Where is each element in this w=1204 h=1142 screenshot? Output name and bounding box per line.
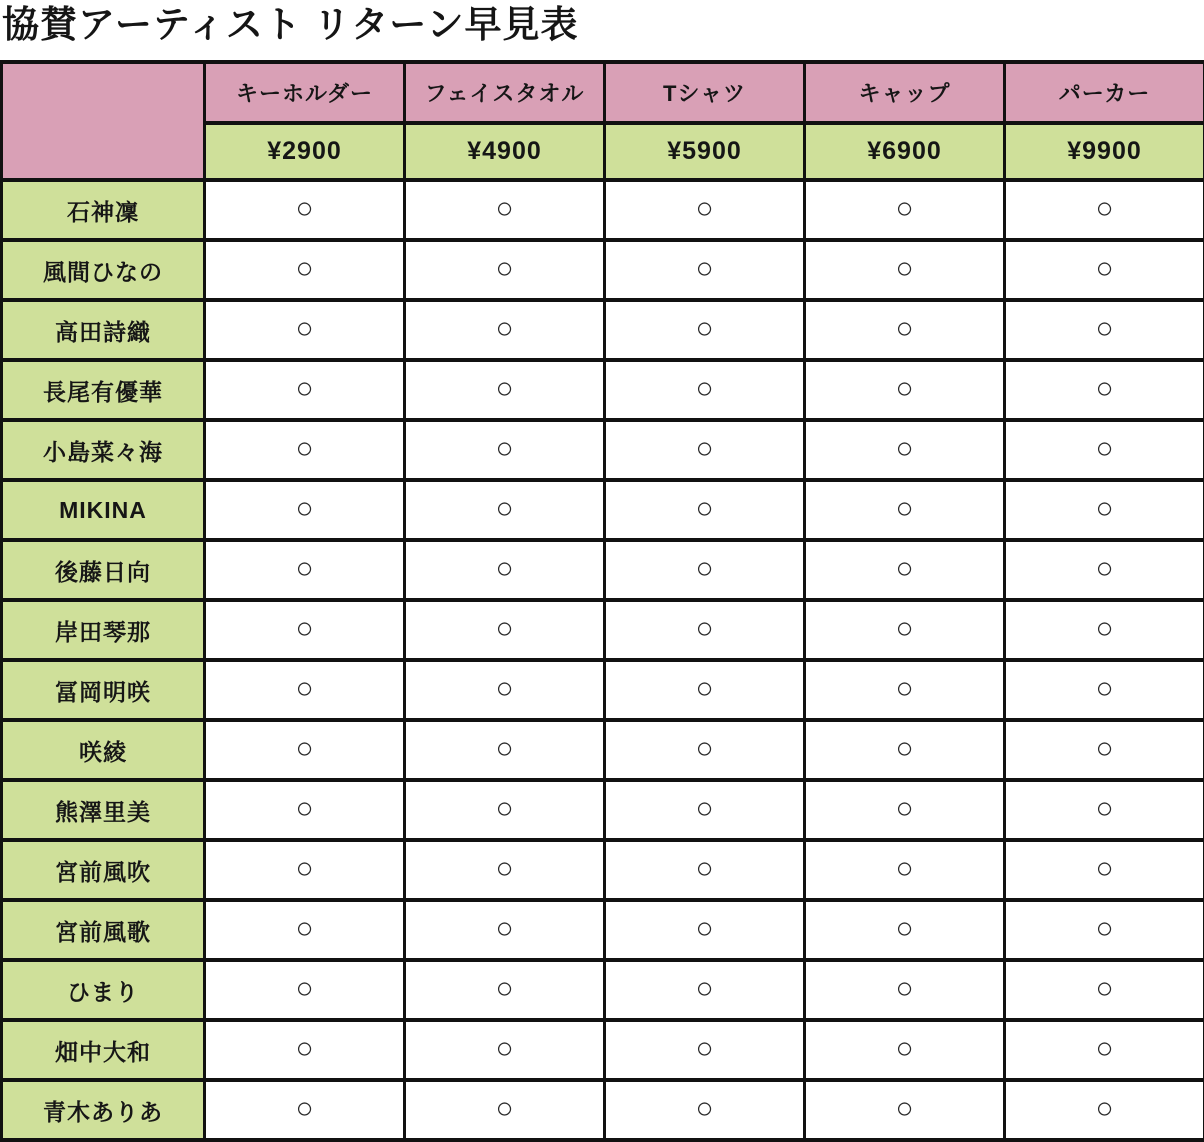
availability-cell: [605, 240, 805, 300]
availability-cell: [1005, 600, 1204, 660]
circle-mark-icon: ○: [1095, 792, 1114, 825]
availability-cell: [805, 300, 1005, 360]
circle-mark-icon: ○: [695, 1032, 714, 1065]
circle-mark-icon: ○: [895, 312, 914, 345]
artist-row: [2, 480, 1204, 540]
circle-mark-icon: ○: [1095, 1032, 1114, 1065]
price-header-keyholder: ¥2900: [205, 123, 405, 180]
availability-cell: [805, 660, 1005, 720]
artist-name: 畑中大和: [2, 1020, 205, 1080]
availability-cell: [605, 840, 805, 900]
circle-mark-icon: ○: [295, 192, 314, 225]
availability-cell: [605, 900, 805, 960]
product-header-facetowel: フェイスタオル: [405, 62, 605, 123]
artist-name: 宮前風歌: [2, 900, 205, 960]
circle-mark-icon: ○: [695, 732, 714, 765]
availability-cell: [405, 180, 605, 240]
artist-name: ひまり: [2, 960, 205, 1020]
product-header-row: [2, 62, 1204, 123]
circle-mark-icon: ○: [895, 192, 914, 225]
artist-row: [2, 180, 1204, 240]
artist-row: [2, 780, 1204, 840]
availability-cell: [805, 840, 1005, 900]
circle-mark-icon: ○: [295, 852, 314, 885]
circle-mark-icon: ○: [295, 432, 314, 465]
artist-name: 長尾有優華: [2, 360, 205, 420]
availability-cell: [405, 960, 605, 1020]
circle-mark-icon: ○: [495, 492, 514, 525]
circle-mark-icon: ○: [295, 972, 314, 1005]
availability-cell: [605, 780, 805, 840]
price-header-cap: ¥6900: [805, 123, 1005, 180]
availability-cell: [805, 180, 1005, 240]
circle-mark-icon: ○: [495, 852, 514, 885]
circle-mark-icon: ○: [295, 252, 314, 285]
circle-mark-icon: ○: [495, 672, 514, 705]
circle-mark-icon: ○: [1095, 612, 1114, 645]
artist-name: 岸田琴那: [2, 600, 205, 660]
artist-name: 熊澤里美: [2, 780, 205, 840]
availability-cell: [405, 300, 605, 360]
circle-mark-icon: ○: [695, 372, 714, 405]
circle-mark-icon: ○: [895, 732, 914, 765]
circle-mark-icon: ○: [695, 252, 714, 285]
artist-row: [2, 840, 1204, 900]
circle-mark-icon: ○: [695, 492, 714, 525]
availability-cell: [205, 960, 405, 1020]
artist-name: 宮前風吹: [2, 840, 205, 900]
circle-mark-icon: ○: [1095, 732, 1114, 765]
artist-name: 冨岡明咲: [2, 660, 205, 720]
circle-mark-icon: ○: [895, 372, 914, 405]
availability-cell: [205, 780, 405, 840]
circle-mark-icon: ○: [1095, 912, 1114, 945]
availability-cell: [205, 240, 405, 300]
availability-cell: [1005, 1080, 1204, 1140]
circle-mark-icon: ○: [295, 912, 314, 945]
availability-cell: [1005, 480, 1204, 540]
circle-mark-icon: ○: [295, 1032, 314, 1065]
circle-mark-icon: ○: [895, 552, 914, 585]
artist-name: 風間ひなの: [2, 240, 205, 300]
circle-mark-icon: ○: [695, 192, 714, 225]
circle-mark-icon: ○: [495, 792, 514, 825]
availability-cell: [405, 720, 605, 780]
availability-cell: [1005, 420, 1204, 480]
artist-name: 後藤日向: [2, 540, 205, 600]
availability-cell: [405, 1020, 605, 1080]
availability-cell: [1005, 720, 1204, 780]
availability-cell: [205, 900, 405, 960]
circle-mark-icon: ○: [495, 432, 514, 465]
artist-row: [2, 660, 1204, 720]
availability-cell: [805, 420, 1005, 480]
artist-row: [2, 1020, 1204, 1080]
availability-cell: [605, 600, 805, 660]
circle-mark-icon: ○: [1095, 852, 1114, 885]
availability-cell: [405, 540, 605, 600]
circle-mark-icon: ○: [1095, 312, 1114, 345]
availability-cell: [1005, 540, 1204, 600]
circle-mark-icon: ○: [895, 432, 914, 465]
circle-mark-icon: ○: [495, 1092, 514, 1125]
circle-mark-icon: ○: [495, 552, 514, 585]
artist-name: 青木ありあ: [2, 1080, 205, 1140]
availability-cell: [605, 540, 805, 600]
circle-mark-icon: ○: [1095, 1092, 1114, 1125]
price-header-facetowel: ¥4900: [405, 123, 605, 180]
availability-cell: [405, 780, 605, 840]
availability-cell: [205, 600, 405, 660]
availability-cell: [1005, 300, 1204, 360]
availability-cell: [805, 900, 1005, 960]
circle-mark-icon: ○: [1095, 492, 1114, 525]
artist-name: 小島菜々海: [2, 420, 205, 480]
circle-mark-icon: ○: [695, 792, 714, 825]
availability-cell: [1005, 180, 1204, 240]
availability-cell: [405, 840, 605, 900]
artist-row: [2, 540, 1204, 600]
availability-cell: [205, 660, 405, 720]
availability-cell: [405, 600, 605, 660]
circle-mark-icon: ○: [495, 1032, 514, 1065]
availability-cell: [605, 960, 805, 1020]
artist-name: 咲綾: [2, 720, 205, 780]
circle-mark-icon: ○: [495, 252, 514, 285]
artist-row: [2, 1080, 1204, 1140]
availability-cell: [1005, 900, 1204, 960]
circle-mark-icon: ○: [1095, 672, 1114, 705]
artist-row: [2, 720, 1204, 780]
circle-mark-icon: ○: [295, 552, 314, 585]
availability-cell: [1005, 840, 1204, 900]
circle-mark-icon: ○: [295, 792, 314, 825]
availability-cell: [605, 660, 805, 720]
availability-cell: [805, 480, 1005, 540]
artist-row: [2, 420, 1204, 480]
availability-cell: [805, 600, 1005, 660]
circle-mark-icon: ○: [295, 492, 314, 525]
availability-cell: [805, 360, 1005, 420]
circle-mark-icon: ○: [695, 1092, 714, 1125]
circle-mark-icon: ○: [495, 192, 514, 225]
circle-mark-icon: ○: [695, 312, 714, 345]
circle-mark-icon: ○: [1095, 972, 1114, 1005]
availability-cell: [405, 420, 605, 480]
availability-cell: [805, 780, 1005, 840]
artist-row: [2, 240, 1204, 300]
circle-mark-icon: ○: [1095, 432, 1114, 465]
availability-cell: [205, 540, 405, 600]
availability-cell: [805, 240, 1005, 300]
product-header-cap: キャップ: [805, 62, 1005, 123]
availability-cell: [405, 900, 605, 960]
availability-cell: [605, 720, 805, 780]
circle-mark-icon: ○: [695, 912, 714, 945]
availability-cell: [405, 240, 605, 300]
availability-cell: [205, 360, 405, 420]
circle-mark-icon: ○: [495, 372, 514, 405]
availability-cell: [1005, 240, 1204, 300]
circle-mark-icon: ○: [695, 612, 714, 645]
availability-cell: [605, 360, 805, 420]
circle-mark-icon: ○: [895, 852, 914, 885]
circle-mark-icon: ○: [895, 672, 914, 705]
availability-cell: [205, 1080, 405, 1140]
availability-cell: [1005, 960, 1204, 1020]
circle-mark-icon: ○: [895, 972, 914, 1005]
availability-cell: [205, 300, 405, 360]
artist-name: MIKINA: [2, 480, 205, 540]
returns-table: [0, 60, 1204, 1142]
availability-cell: [405, 360, 605, 420]
circle-mark-icon: ○: [895, 1032, 914, 1065]
product-header-hoodie: パーカー: [1005, 62, 1204, 123]
circle-mark-icon: ○: [895, 612, 914, 645]
availability-cell: [205, 1020, 405, 1080]
circle-mark-icon: ○: [295, 372, 314, 405]
availability-cell: [605, 420, 805, 480]
price-header-hoodie: ¥9900: [1005, 123, 1204, 180]
circle-mark-icon: ○: [295, 672, 314, 705]
availability-cell: [805, 720, 1005, 780]
product-header-tshirt: Tシャツ: [605, 62, 805, 123]
circle-mark-icon: ○: [295, 612, 314, 645]
availability-cell: [405, 1080, 605, 1140]
availability-cell: [805, 1020, 1005, 1080]
availability-cell: [605, 1080, 805, 1140]
circle-mark-icon: ○: [695, 432, 714, 465]
circle-mark-icon: ○: [495, 972, 514, 1005]
circle-mark-icon: ○: [1095, 192, 1114, 225]
availability-cell: [805, 540, 1005, 600]
availability-cell: [805, 1080, 1005, 1140]
circle-mark-icon: ○: [695, 852, 714, 885]
circle-mark-icon: ○: [895, 492, 914, 525]
availability-cell: [205, 480, 405, 540]
page-title: 協賛アーティスト リターン早見表: [2, 4, 579, 45]
circle-mark-icon: ○: [495, 732, 514, 765]
artist-name: 石神凜: [2, 180, 205, 240]
artist-rows: [2, 180, 1204, 1140]
circle-mark-icon: ○: [695, 552, 714, 585]
artist-row: [2, 360, 1204, 420]
circle-mark-icon: ○: [495, 912, 514, 945]
availability-cell: [205, 180, 405, 240]
corner-cell: [2, 62, 205, 180]
circle-mark-icon: ○: [895, 792, 914, 825]
availability-cell: [1005, 360, 1204, 420]
circle-mark-icon: ○: [895, 912, 914, 945]
circle-mark-icon: ○: [495, 312, 514, 345]
circle-mark-icon: ○: [1095, 372, 1114, 405]
availability-cell: [605, 300, 805, 360]
artist-row: [2, 600, 1204, 660]
circle-mark-icon: ○: [295, 312, 314, 345]
artist-row: [2, 300, 1204, 360]
circle-mark-icon: ○: [1095, 552, 1114, 585]
circle-mark-icon: ○: [295, 1092, 314, 1125]
availability-cell: [205, 840, 405, 900]
availability-cell: [605, 480, 805, 540]
availability-cell: [1005, 1020, 1204, 1080]
circle-mark-icon: ○: [295, 732, 314, 765]
availability-cell: [205, 420, 405, 480]
availability-cell: [205, 720, 405, 780]
product-header-keyholder: キーホルダー: [205, 62, 405, 123]
availability-cell: [405, 480, 605, 540]
circle-mark-icon: ○: [495, 612, 514, 645]
circle-mark-icon: ○: [1095, 252, 1114, 285]
availability-cell: [405, 660, 605, 720]
circle-mark-icon: ○: [695, 672, 714, 705]
availability-cell: [605, 180, 805, 240]
circle-mark-icon: ○: [695, 972, 714, 1005]
circle-mark-icon: ○: [895, 1092, 914, 1125]
availability-cell: [605, 1020, 805, 1080]
circle-mark-icon: ○: [895, 252, 914, 285]
artist-row: [2, 960, 1204, 1020]
artist-row: [2, 900, 1204, 960]
availability-cell: [1005, 780, 1204, 840]
price-header-tshirt: ¥5900: [605, 123, 805, 180]
availability-cell: [1005, 660, 1204, 720]
artist-name: 高田詩織: [2, 300, 205, 360]
availability-cell: [805, 960, 1005, 1020]
